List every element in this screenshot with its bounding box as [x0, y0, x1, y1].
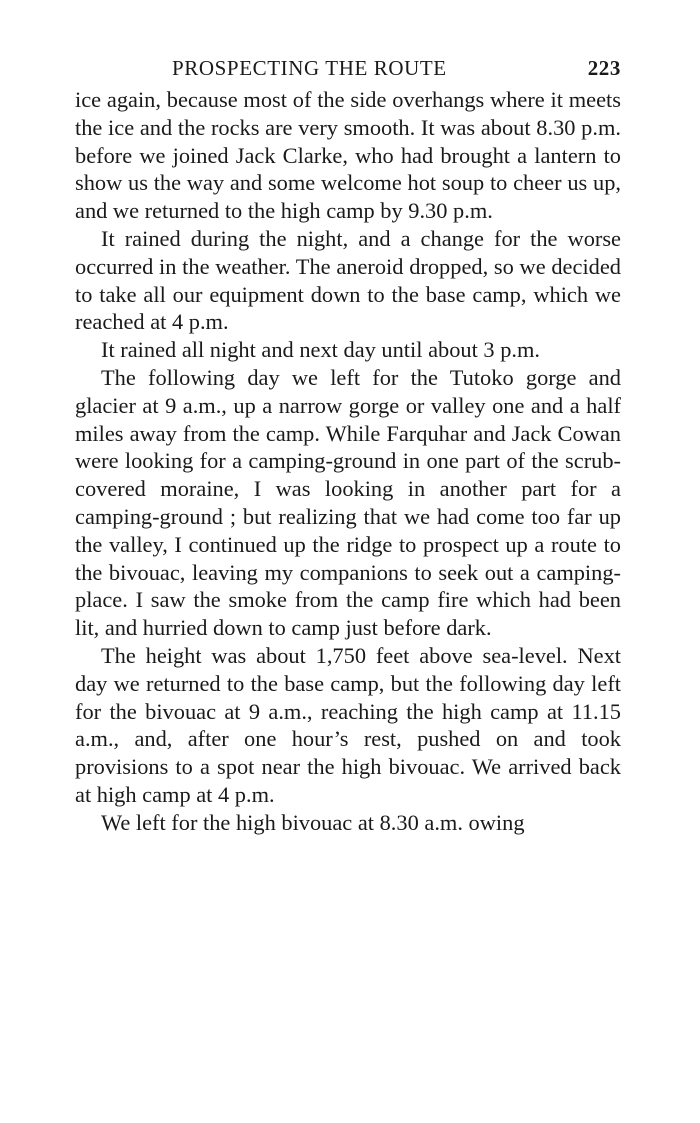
paragraph-continued: ice again, because most of the side overhangs where it meets the ice and the rocks are very smooth. It was about 8.30 p.m. before we joined Jack Clarke, who had brought a lantern to show us the way and some welcome hot soup to cheer us up, and we returned to the high camp by 9.30 p.m. — [75, 87, 621, 224]
chapter-running-title: PROSPECTING THE ROUTE — [172, 56, 447, 80]
paragraph: The height was about 1,750 feet above sea-level. Next day we returned to the base camp, but the following day left for the bivouac at 9 a.m., reaching the high camp at 11.15 a.m., and, after one hour’s rest, pushed on and took provisions to a spot near the high bivouac. We arrived back at high camp at 4 p.m. — [75, 642, 621, 807]
running-header — [75, 52, 621, 86]
page-number: 223 — [587, 56, 621, 80]
paragraph: The following day we left for the Tutoko gorge and glacier at 9 a.m., up a narrow gorge or valley one and a half miles away from the camp. While Farquhar and Jack Cowan were looking for a camping-ground in one part of the scrub-covered moraine, I was looking in another part for a camping-ground ; but realizing that we had come too far up the valley, I continued up the ridge to prospect up a route to the bivouac, leaving my companions to seek out a camping-place. I saw the smoke from the camp fire which had been lit, and hurried down to camp just before dark. — [75, 364, 621, 641]
book-page — [75, 52, 621, 837]
paragraph: It rained during the night, and a change for the worse occurred in the weather. The aneroid dropped, so we decided to take all our equipment down to the base camp, which we reached at 4 p.m. — [75, 225, 621, 335]
paragraph: It rained all night and next day until about 3 p.m. — [101, 337, 541, 363]
body-text — [75, 86, 621, 837]
paragraph: We left for the high bivouac at 8.30 a.m. owing — [101, 809, 525, 835]
